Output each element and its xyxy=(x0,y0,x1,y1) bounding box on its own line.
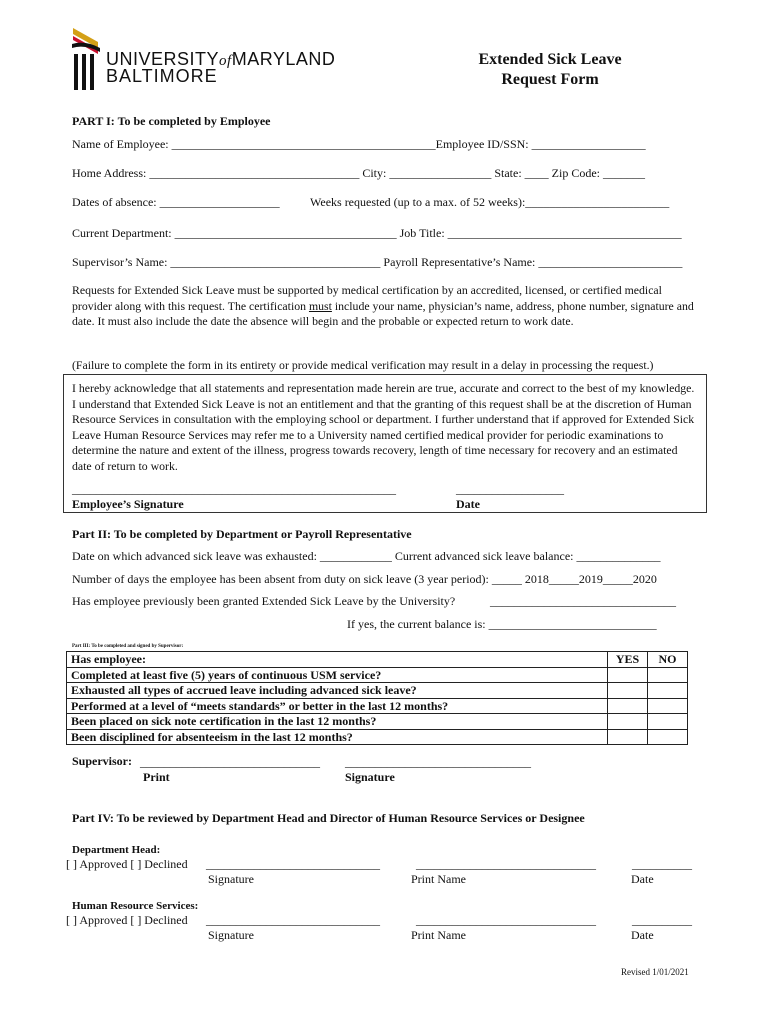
part2-heading: Part II: To be completed by Department or Payroll Representative xyxy=(72,527,412,541)
table-row xyxy=(67,698,688,714)
department-head-approval[interactable]: [ ] Approved [ ] Declined xyxy=(66,857,188,871)
hr-signature-line[interactable]: _____________________________ xyxy=(206,913,380,927)
no-checkbox-cell[interactable] xyxy=(648,683,688,699)
revision-date: Revised 1/01/2021 xyxy=(621,967,689,977)
yes-column-header: YES xyxy=(608,652,648,668)
department-head-name-label: Print Name xyxy=(411,872,466,886)
department-head-signature-line[interactable]: _____________________________ xyxy=(206,857,380,871)
supervisor-print-line[interactable]: ______________________________ xyxy=(140,755,320,769)
yes-checkbox-cell[interactable] xyxy=(608,698,648,714)
yes-checkbox-cell[interactable] xyxy=(608,667,648,683)
question-cell: Has employee: xyxy=(67,652,608,668)
hr-date-label: Date xyxy=(631,928,654,942)
part3-heading: Part III: To be completed and signed by Supervisor: xyxy=(72,644,184,649)
question-cell: Been placed on sick note certification in the last 12 months? xyxy=(67,714,608,730)
yes-checkbox-cell[interactable] xyxy=(608,729,648,745)
supervisor-name-field[interactable]: Supervisor’s Name: ___________________________________ Payroll Representative’s Name: ________________________ xyxy=(72,255,683,269)
employee-date-line[interactable]: __________________ xyxy=(456,482,564,496)
no-checkbox-cell[interactable] xyxy=(648,729,688,745)
question-cell: Been disciplined for absenteeism in the last 12 months? xyxy=(67,729,608,745)
weeks-requested-field[interactable]: Weeks requested (up to a max. of 52 weeks):________________________ xyxy=(310,195,670,209)
question-cell: Performed at a level of “meets standards” or better in the last 12 months? xyxy=(67,698,608,714)
question-cell: Exhausted all types of accrued leave including advanced sick leave? xyxy=(67,683,608,699)
current-department-field[interactable]: Current Department: _____________________________________ Job Title: _______________________________________ xyxy=(72,226,682,240)
failure-note: (Failure to complete the form in its entirety or provide medical verification may result in a delay in processing the request.) xyxy=(72,358,654,372)
employee-signature-label: Employee’s Signature xyxy=(72,497,184,511)
table-row xyxy=(67,714,688,730)
hr-services-label: Human Resource Services: xyxy=(72,900,199,912)
supervisor-questions-table xyxy=(66,651,688,745)
no-checkbox-cell[interactable] xyxy=(648,667,688,683)
acknowledgement-text: I hereby acknowledge that all statements and representation made herein are true, accurate and correct to the best of my knowledge. I understand that Extended Sick Leave is not an entitlement and that the granting of this request shall be at the discretion of Human Resource Services in consultation with the employing school or department. I further understand that if approved for Extended Sick Leave Human Resource Services may refer me to a University named certified medical provider for periodic examinations to determine the nature and extent of the illness, progress towards recovery, length of time necessary for recovery and an estimated date of return to work. xyxy=(72,381,695,473)
exhausted-date-field[interactable]: Date on which advanced sick leave was exhausted: ____________ Current advanced sick leave balance: ______________ xyxy=(72,549,661,563)
part1-heading: PART I: To be completed by Employee xyxy=(72,114,271,128)
form-title: Extended Sick Leave Request Form xyxy=(478,51,622,88)
home-address-field[interactable]: Home Address: ___________________________________ City: _________________ State: ____ Zip Code: _______ xyxy=(72,166,645,180)
logo-wordmark-line1: UNIVERSITYofMARYLAND xyxy=(106,49,336,69)
table-row xyxy=(67,667,688,683)
logo-wordmark-line2: BALTIMORE xyxy=(106,66,218,86)
table-row xyxy=(67,729,688,745)
hr-signature-label: Signature xyxy=(208,928,254,942)
no-checkbox-cell[interactable] xyxy=(648,714,688,730)
yes-checkbox-cell[interactable] xyxy=(608,714,648,730)
department-head-label: Department Head: xyxy=(72,844,161,856)
employee-signature-line[interactable]: ______________________________________________________ xyxy=(72,482,396,496)
supervisor-print-label: Print xyxy=(143,770,170,784)
department-head-signature-label: Signature xyxy=(208,872,254,886)
employee-date-label: Date xyxy=(456,497,480,511)
hr-name-label: Print Name xyxy=(411,928,466,942)
hr-name-line[interactable]: ______________________________ xyxy=(416,913,596,927)
hr-date-line[interactable]: __________ xyxy=(632,913,692,927)
no-checkbox-cell[interactable] xyxy=(648,698,688,714)
hr-approval[interactable]: [ ] Approved [ ] Declined xyxy=(66,913,188,927)
department-head-name-line[interactable]: ______________________________ xyxy=(416,857,596,871)
table-row xyxy=(67,683,688,699)
supervisor-label: Supervisor: xyxy=(72,754,132,768)
previous-leave-line[interactable]: _______________________________ xyxy=(490,594,676,608)
yes-checkbox-cell[interactable] xyxy=(608,683,648,699)
days-absent-field[interactable]: Number of days the employee has been absent from duty on sick leave (3 year period): _____ 2018_____2019_____2020 xyxy=(72,572,657,586)
requirements-paragraph: Requests for Extended Sick Leave must be supported by medical certification by an accredited, licensed, or certified medical provider along with this request. The certification must include your name, physician’s name, address, phone number, signature and date. It must also include the date the absence will begin and the probable or expected return to work date. xyxy=(72,283,694,328)
part4-heading: Part IV: To be reviewed by Department Head and Director of Human Resource Services or Designee xyxy=(72,811,585,825)
department-head-date-label: Date xyxy=(631,872,654,886)
supervisor-signature-label: Signature xyxy=(345,770,395,784)
dates-of-absence-field[interactable]: Dates of absence: ____________________ xyxy=(72,195,280,209)
previous-leave-question: Has employee previously been granted Extended Sick Leave by the University? xyxy=(72,594,456,608)
current-balance-field[interactable]: If yes, the current balance is: ____________________________ xyxy=(347,617,657,631)
question-cell: Completed at least five (5) years of continuous USM service? xyxy=(67,667,608,683)
department-head-date-line[interactable]: __________ xyxy=(632,857,692,871)
logo-mark-icon xyxy=(70,22,104,94)
supervisor-signature-line[interactable]: _______________________________ xyxy=(345,755,531,769)
employee-name-field[interactable]: Name of Employee: ____________________________________________Employee ID/SSN: ___________________ xyxy=(72,137,646,151)
table-header-row xyxy=(67,652,688,668)
no-column-header: NO xyxy=(648,652,688,668)
